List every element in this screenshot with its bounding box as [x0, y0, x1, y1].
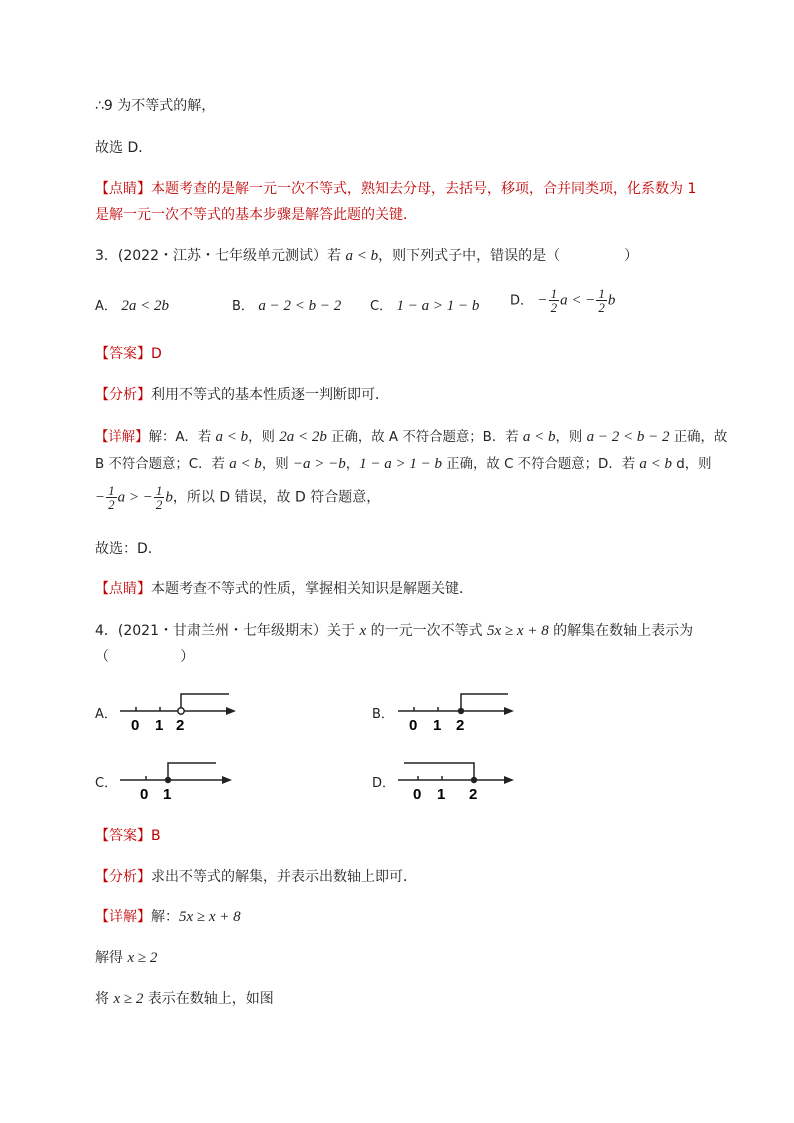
analysis-tag: 【分析】 [95, 869, 151, 885]
option-a-label[interactable] [95, 703, 117, 722]
math-expr: a − 2 < b − 2 [258, 298, 342, 314]
math-expr: a < b [215, 429, 249, 445]
analysis-text: 求出不等式的解集，并表示出数轴上即可． [151, 869, 417, 885]
detail-text: B 不符合题意；C．若 [95, 457, 230, 472]
tick-label: 2 [456, 717, 465, 734]
open-dot-icon [178, 708, 184, 714]
fraction-denominator: 2 [155, 497, 163, 512]
option-d-label[interactable] [372, 772, 395, 791]
fraction-denominator: 2 [550, 300, 558, 315]
option-b-label[interactable] [372, 703, 394, 722]
arrow-icon [226, 707, 236, 715]
arrow-icon [504, 707, 514, 715]
fraction [106, 484, 117, 511]
answer-value: D [151, 346, 162, 362]
math-expr: 1 − a > 1 − b [359, 456, 442, 472]
detail-line-2 [95, 454, 712, 475]
statement: 故选 D． [95, 140, 153, 156]
math-expr: − [95, 489, 106, 506]
option-letter: C． [95, 776, 118, 791]
detail-text: d，则 [672, 457, 712, 472]
tick-label: 0 [413, 786, 422, 803]
fraction [154, 484, 165, 511]
detail-text: 正确，故 C 不符合题意；D．若 [442, 457, 640, 472]
math-expr: x ≥ 2 [113, 991, 144, 1007]
math-expr: a < b [639, 456, 672, 472]
tick-label: 1 [437, 786, 446, 803]
answer-line [95, 344, 162, 364]
analysis-line [95, 385, 389, 405]
option-c[interactable] [370, 295, 479, 315]
text-line [95, 96, 215, 116]
comment-block-line2 [95, 205, 417, 225]
option-letter: B． [372, 707, 394, 722]
comment-text: 是解一元一次不等式的基本步骤是解答此题的关键． [95, 207, 417, 223]
option-letter: A． [95, 299, 117, 314]
fraction [549, 287, 560, 314]
answer-value: B [151, 828, 161, 844]
arrow-icon [222, 776, 232, 784]
number-line-c [118, 757, 238, 805]
text-line [95, 138, 152, 158]
show-line [95, 989, 274, 1009]
option-letter: D． [372, 776, 396, 791]
comment-block [95, 179, 696, 199]
detail-text: 解：A．若 [148, 430, 216, 445]
math-expr: a < b [522, 429, 556, 445]
fraction-numerator: 1 [155, 483, 163, 498]
detail-tag: 【详解】 [95, 909, 151, 925]
tick-label: 0 [409, 717, 418, 734]
option-letter: C． [370, 299, 393, 314]
math-expr: x [359, 623, 367, 639]
tick-label: 1 [155, 717, 164, 734]
detail-text: 正确，故 A 不符合题意；B．若 [326, 430, 523, 445]
comment-tag: 【点睛】 [95, 181, 151, 197]
option-letter: B． [232, 299, 254, 314]
number-line-d [396, 757, 521, 805]
conclusion-line [95, 539, 162, 559]
option-b[interactable] [232, 295, 341, 315]
question-text: 4．(2021・甘肃兰州・七年级期末）关于 [95, 623, 360, 639]
option-letter: D． [510, 293, 534, 309]
number-line-b [396, 688, 521, 736]
detail-tag: 【详解】 [95, 430, 149, 445]
detail-line-3 [95, 484, 380, 511]
detail-text: ，则 [261, 457, 293, 472]
analysis-tag: 【分析】 [95, 387, 151, 403]
math-expr: a < b [345, 248, 379, 264]
fraction-numerator: 1 [598, 286, 605, 301]
question-text: 的解集在数轴上表示为 [548, 623, 694, 639]
solution-bracket [168, 763, 216, 780]
question-text: ，则下列式子中，错误的是（ [378, 248, 561, 264]
tick-label: 1 [433, 717, 442, 734]
comment-text: 本题考查不等式的性质，掌握相关知识是解题关键． [151, 581, 473, 597]
math-expr: a > − [117, 489, 153, 506]
tick-label: 0 [140, 786, 149, 803]
tick-label: 0 [131, 717, 140, 734]
comment-tag: 【点睛】 [95, 581, 151, 597]
number-line-a [118, 688, 243, 736]
math-expr: a − 2 < b − 2 [586, 429, 670, 445]
detail-line [95, 907, 241, 927]
detail-text: 解： [151, 909, 179, 925]
math-expr: 2a < 2b [279, 429, 327, 445]
solution-bracket [461, 694, 508, 711]
paren: ） [624, 248, 639, 264]
question-4-stem [95, 621, 693, 641]
answer-line [95, 826, 161, 846]
paren: （ ） [95, 649, 195, 665]
question-text: 3．(2022・江苏・七年级单元测试）若 [95, 248, 346, 264]
option-a[interactable] [95, 295, 169, 315]
option-letter: A． [95, 707, 117, 722]
tick-label: 1 [163, 786, 172, 803]
closed-dot-icon [458, 708, 464, 714]
answer-tag: 【答案】 [95, 828, 151, 844]
math-expr: a < b [229, 456, 262, 472]
statement: ∴9 为不等式的解， [95, 98, 216, 114]
question-text: 的一元一次不等式 [366, 623, 488, 639]
option-d[interactable] [510, 287, 615, 314]
question-3-stem [95, 246, 638, 266]
math-expr: 5x ≥ x + 8 [179, 909, 241, 925]
fraction-denominator: 2 [598, 300, 605, 315]
tick-label: 2 [469, 786, 478, 803]
fraction-numerator: 1 [108, 483, 115, 498]
detail-text: 解得 [95, 950, 128, 966]
math-expr: x ≥ 2 [127, 950, 158, 966]
fraction-numerator: 1 [550, 286, 558, 301]
analysis-text: 利用不等式的基本性质逐一判断即可． [151, 387, 389, 403]
math-expr: 5x ≥ x + 8 [487, 623, 549, 639]
solution-bracket [404, 763, 474, 780]
detail-text: ，所以 D 错误，故 D 符合题意， [172, 489, 381, 506]
math-expr: 2a < 2b [121, 298, 169, 314]
math-expr: 1 − a > 1 − b [396, 298, 480, 314]
math-expr: a < − [560, 292, 596, 309]
solve-line [95, 948, 157, 968]
math-expr: − [537, 292, 548, 309]
option-c-label[interactable] [95, 772, 117, 791]
conclusion-text: 故选：D． [95, 541, 162, 557]
comment-text: 本题考查的是解一元一次不等式，熟知去分母，去括号，移项，合并同类项，化系数为 1 [151, 181, 697, 197]
detail-text: 将 [95, 991, 114, 1007]
math-expr: b [165, 489, 173, 506]
math-expr: −a > −b [292, 456, 346, 472]
detail-text: 正确，故 [669, 430, 728, 445]
closed-dot-icon [471, 777, 477, 783]
detail-text: 表示在数轴上，如图 [143, 991, 274, 1007]
question-4-paren [95, 647, 194, 667]
detail-line-1 [95, 427, 727, 448]
solution-bracket [181, 694, 229, 711]
fraction-denominator: 2 [108, 497, 115, 512]
detail-text: ， [345, 457, 360, 472]
answer-tag: 【答案】 [95, 346, 151, 362]
fraction [596, 287, 607, 314]
math-expr: b [607, 292, 616, 309]
detail-text: ，则 [248, 430, 280, 445]
arrow-icon [504, 776, 514, 784]
comment-line [95, 579, 473, 599]
analysis-line [95, 867, 417, 887]
tick-label: 2 [176, 717, 185, 734]
closed-dot-icon [165, 777, 171, 783]
detail-text: ，则 [555, 430, 587, 445]
